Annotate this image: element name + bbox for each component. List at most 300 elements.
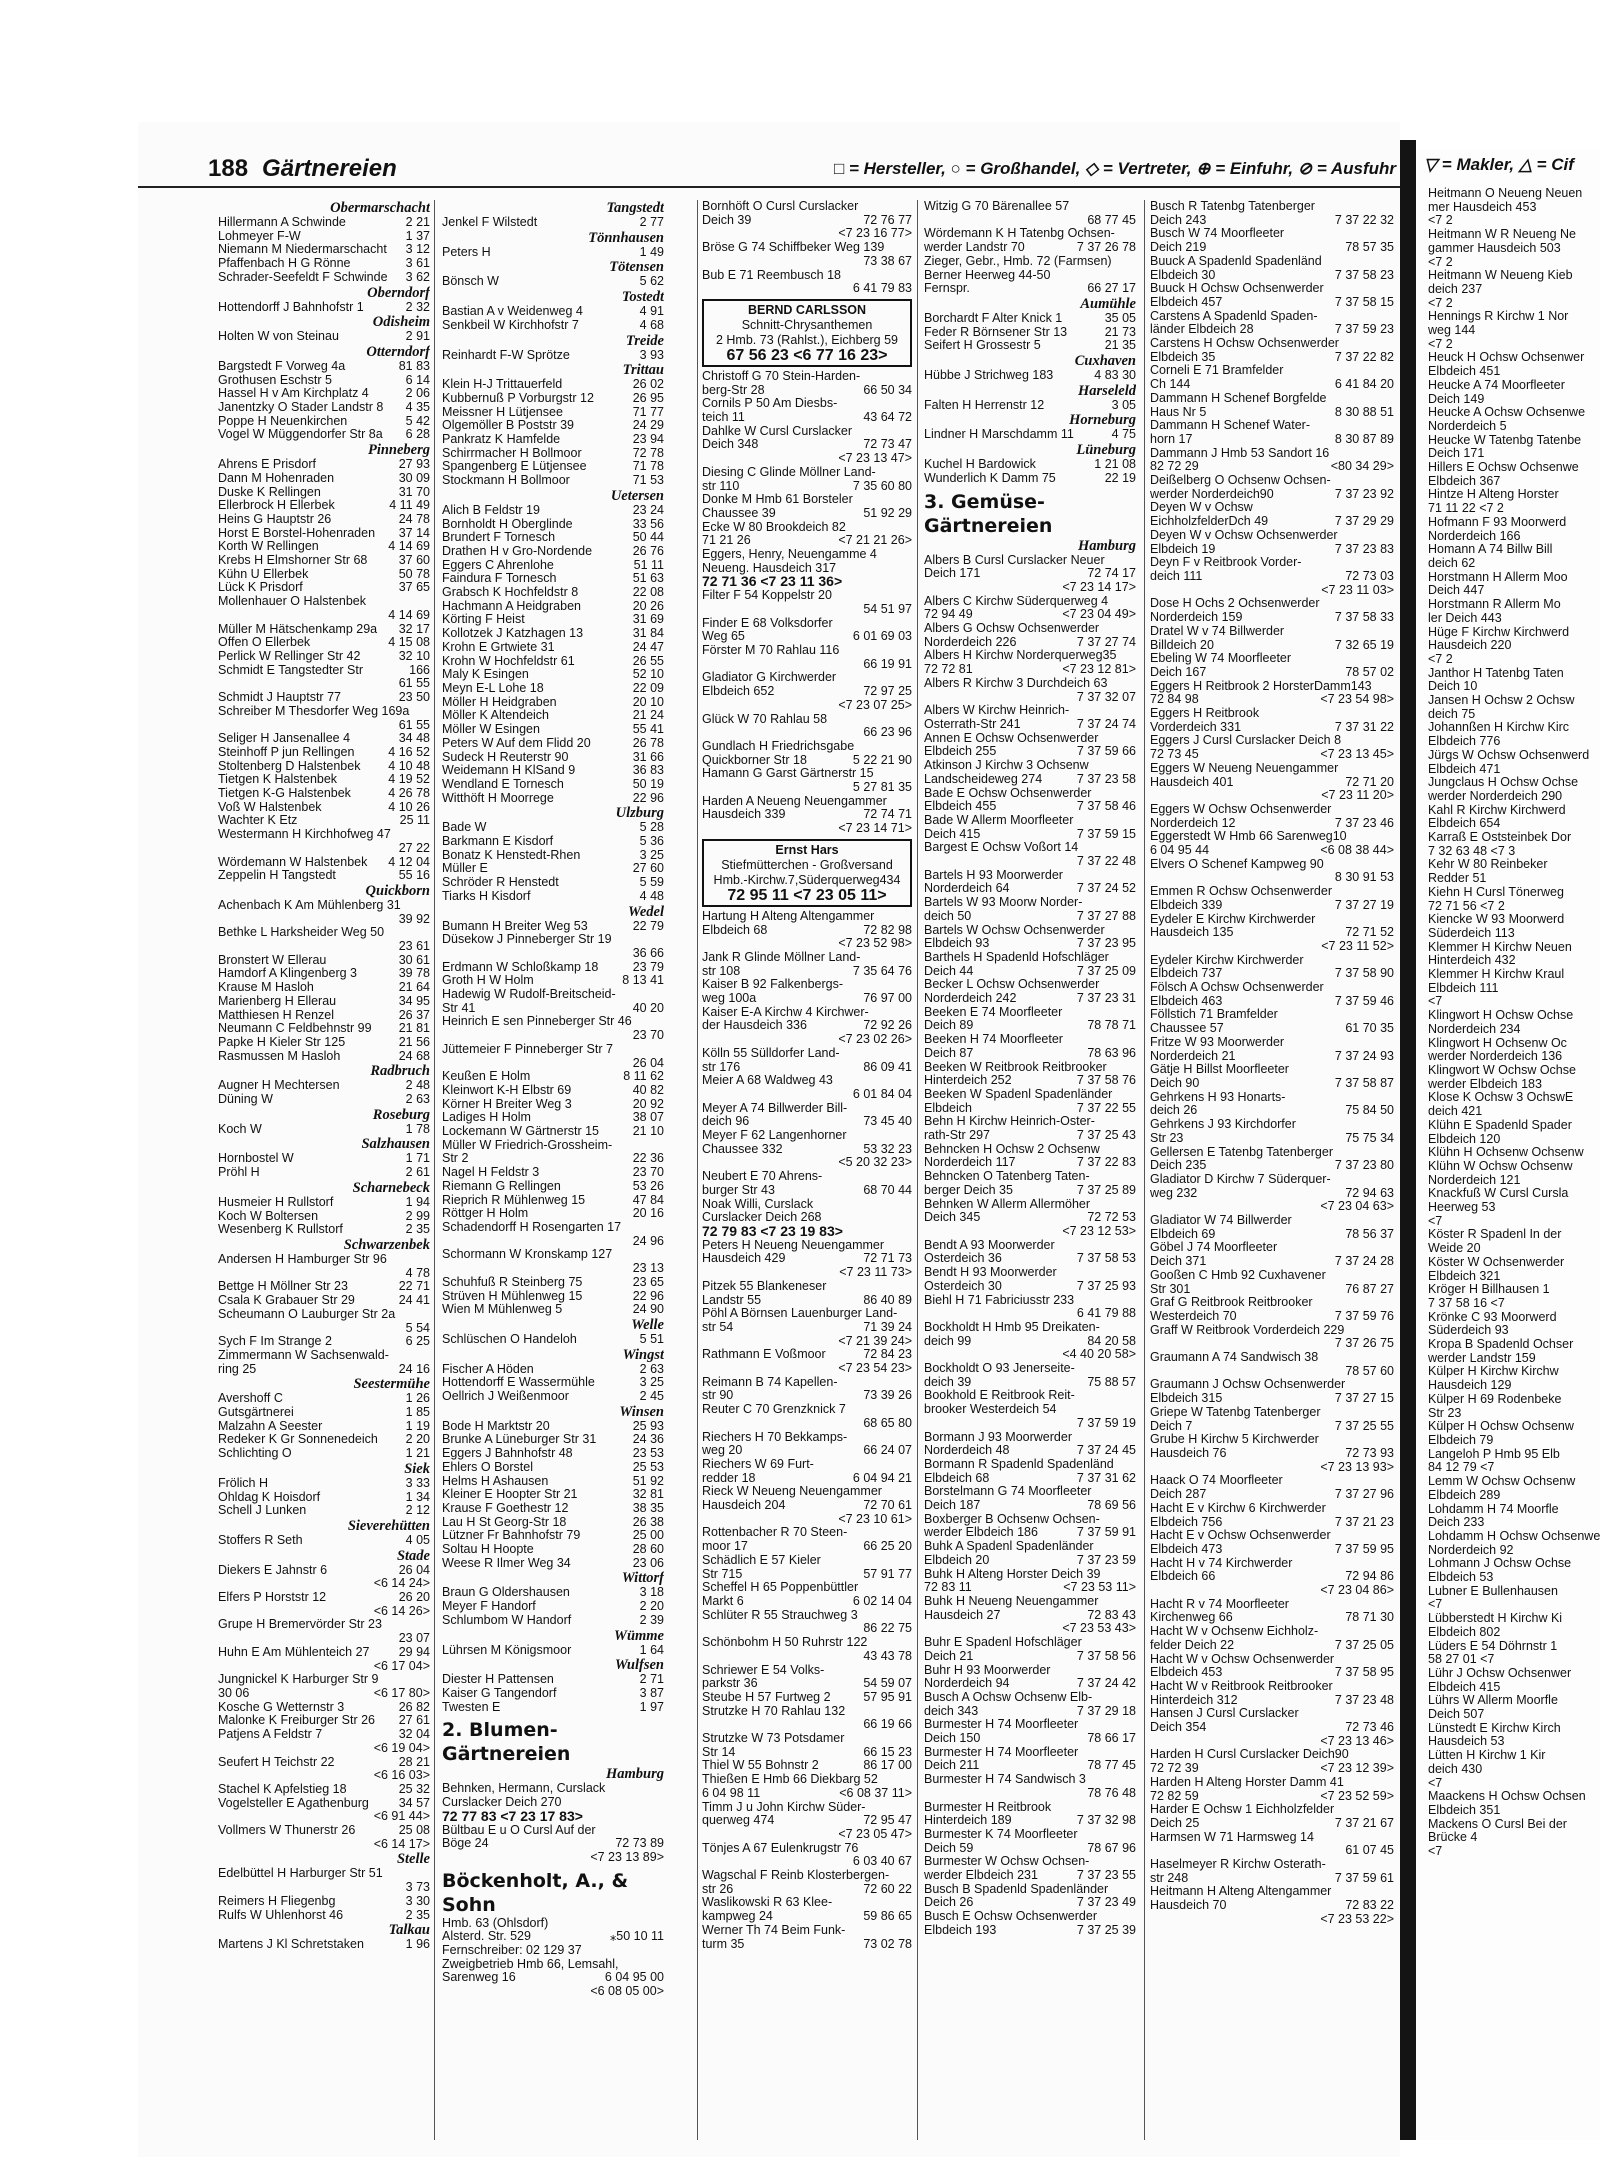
next-page-entry: Heuck H Ochsw Ochsenwer — [1428, 350, 1585, 365]
entry-phone: 4 14 69 — [388, 540, 430, 554]
directory-entry — [1150, 433, 1394, 447]
directory-entry — [702, 795, 912, 809]
entry-name: Behnken, Hermann, Curslack — [442, 1782, 606, 1796]
directory-entry — [218, 1079, 430, 1093]
directory-entry — [924, 1321, 1136, 1335]
directory-entry — [218, 1267, 430, 1281]
directory-entry — [218, 540, 430, 554]
entry-name: Dratel W v 74 Billwerder — [1150, 624, 1285, 638]
directory-entry — [218, 1308, 430, 1322]
entry-phone: 31 66 — [632, 750, 664, 764]
entry-phone: 21 24 — [632, 709, 664, 723]
entry-phone: 1 96 — [405, 1938, 430, 1952]
directory-entry — [442, 518, 664, 532]
entry-phone: 2 32 — [405, 300, 430, 314]
entry-name: Krohn W Hochfeldstr 61 — [442, 654, 575, 668]
entry-phone: <7 23 05 47> — [838, 1827, 912, 1841]
entry-phone: <7 23 53 43> — [1062, 1622, 1136, 1636]
directory-entry — [442, 668, 664, 682]
column-divider — [697, 200, 698, 2140]
entry-phone: 7 37 29 18 — [1076, 1704, 1136, 1718]
directory-entry — [218, 271, 430, 285]
entry-phone: 26 04 — [632, 1056, 664, 1070]
entry-name: Waslikowski R 63 Klee- — [702, 1896, 833, 1910]
entry-name: Behncken O Tatenberg Taten- — [924, 1170, 1090, 1184]
directory-entry — [702, 1472, 912, 1486]
next-page-entry: Hintze H Alteng Horster — [1428, 487, 1559, 502]
entry-name: Pöhl A Börnsen Lauenburger Land- — [702, 1307, 898, 1321]
place-heading: Seestermühe — [353, 1376, 430, 1393]
directory-entry — [1150, 734, 1394, 748]
place-heading: Lüneburg — [1076, 442, 1136, 459]
directory-entry — [218, 374, 430, 388]
directory-entry — [442, 1029, 664, 1043]
entry-name: Perlick W Rellinger Str 42 — [218, 649, 361, 663]
next-page-entry: Elbdeich 79 — [1428, 1432, 1494, 1447]
entry-phone: <6 19 04> — [373, 1741, 430, 1755]
entry-phone: 2 20 — [405, 1433, 430, 1447]
directory-entry — [924, 882, 1136, 896]
directory-entry — [702, 767, 912, 781]
entry-name: Meier A 68 Waldweg 43 — [702, 1074, 833, 1088]
entry-phone: 7 37 58 95 — [1334, 1666, 1394, 1680]
directory-entry — [924, 677, 1136, 691]
entry-name: Bockholdt H Hmb 95 Dreikaten- — [924, 1320, 1100, 1334]
next-page-entry: Jansen H Ochsw 2 Ochsw — [1428, 693, 1575, 708]
entry-name: Mollenhauer O Halstenbek — [218, 595, 366, 609]
next-page-entry: Elbdeich 53 — [1428, 1570, 1494, 1585]
entry-phone: 4 48 — [639, 889, 664, 903]
entry-phone: 1 21 — [405, 1447, 430, 1461]
entry-phone: 4 14 69 — [388, 608, 430, 622]
entry-name: Harmsen W 71 Harmsweg 14 — [1150, 1830, 1314, 1844]
entry-phone: 33 56 — [632, 517, 664, 531]
entry-phone: <7 23 54 98> — [1320, 693, 1394, 707]
entry-phone: 54 51 97 — [863, 602, 912, 616]
entry-phone: 28 21 — [398, 1755, 430, 1769]
entry-phone: 51 92 29 — [863, 506, 912, 520]
entry-name: Krebs H Elmshorner Str 68 — [218, 554, 368, 568]
entry-phone: 5 51 — [639, 1332, 664, 1346]
directory-entry — [1150, 789, 1394, 803]
directory-entry — [1150, 844, 1394, 858]
entry-name: Hausdeich 204 — [702, 1499, 786, 1513]
directory-entry — [1150, 1241, 1394, 1255]
entry-phone: 7 37 25 05 — [1334, 1638, 1394, 1652]
entry-phone: 166 — [409, 663, 430, 677]
entry-name: Beeken W Reitbrook Reitbrooker — [924, 1060, 1107, 1074]
entry-name: Bumann H Breiter Weg 53 — [442, 919, 588, 933]
directory-entry — [1150, 1611, 1394, 1625]
entry-name: str 176 — [702, 1060, 741, 1074]
place-heading: Talkau — [388, 1922, 430, 1939]
directory-entry — [924, 1650, 1136, 1664]
entry-name: Tiarks H Kisdorf — [442, 889, 531, 903]
entry-name: Annen E Ochsw Ochsenwerder — [924, 731, 1099, 745]
directory-entry — [442, 392, 664, 406]
place-heading: Wingst — [622, 1346, 664, 1363]
entry-name: Eggers J Cursl Curslacker Deich 8 — [1150, 734, 1342, 748]
directory-entry — [1150, 1666, 1394, 1680]
entry-name: Elbdeich 69 — [1150, 1227, 1216, 1241]
entry-name: Schuhfuß R Steinberg 75 — [442, 1275, 583, 1289]
bold-phone-line: 72 79 83 <7 23 19 83> — [702, 1223, 843, 1239]
entry-name — [218, 1838, 371, 1852]
entry-name: Marienberg H Ellerau — [218, 994, 337, 1008]
next-page-entry: Norderdeich 121 — [1428, 1172, 1521, 1187]
directory-entry — [442, 1944, 664, 1958]
entry-phone: 22 09 — [632, 681, 664, 695]
directory-entry — [924, 1129, 1136, 1143]
directory-entry — [702, 685, 912, 699]
directory-entry — [218, 595, 430, 609]
directory-entry — [1150, 1858, 1394, 1872]
directory-entry — [442, 1851, 664, 1865]
entry-phone: 3 33 — [405, 1476, 430, 1490]
directory-entry — [442, 821, 664, 835]
entry-name — [924, 1225, 1059, 1239]
entry-name: Neumann C Feldbehnstr 99 — [218, 1022, 372, 1036]
entry-name: Deich 171 — [924, 567, 981, 581]
entry-name: Brunke A Lüneburger Str 31 — [442, 1433, 597, 1447]
entry-phone: <7 23 52 59> — [1320, 1789, 1394, 1803]
next-page-entry: Elbdeich 654 — [1428, 816, 1501, 831]
entry-name: Neubert E 70 Ahrens- — [702, 1170, 823, 1184]
directory-entry — [442, 433, 664, 447]
entry-phone: 8 13 41 — [622, 974, 664, 988]
entry-name: Rasmussen M Hasloh — [218, 1049, 341, 1063]
directory-entry — [702, 1170, 912, 1184]
directory-entry — [924, 1389, 1136, 1403]
directory-entry — [1150, 1872, 1394, 1886]
directory-entry — [218, 1881, 430, 1895]
directory-entry — [442, 1194, 664, 1208]
directory-entry — [702, 603, 912, 617]
directory-entry — [218, 568, 430, 582]
entry-phone: 27 60 — [632, 862, 664, 876]
entry-phone: 4 68 — [639, 318, 664, 332]
entry-name: Martens J Kl Schretstaken — [218, 1938, 364, 1952]
directory-entry — [702, 1581, 912, 1595]
next-page-entry: Heitmann W R Neueng Ne — [1428, 227, 1576, 242]
entry-phone: 75 84 50 — [1345, 1104, 1394, 1118]
symbol-legend: □ = Hersteller, ○ = Großhandel, ◇ = Vertreter, ⊕ = Einfuhr, ⊘ = Ausfuhr — [833, 159, 1396, 178]
entry-phone: <7 23 16 77> — [838, 227, 912, 241]
directory-entry — [442, 406, 664, 420]
directory-entry — [1150, 1461, 1394, 1475]
directory-entry — [218, 1742, 430, 1756]
directory-entry — [218, 899, 430, 913]
entry-name: Norderdeich 94 — [924, 1677, 1010, 1691]
entry-name: Röttger H Holm — [442, 1207, 529, 1221]
directory-entry — [218, 1093, 430, 1107]
entry-name: Keußen E Holm — [442, 1070, 531, 1084]
entry-phone: 72 94 86 — [1345, 1570, 1394, 1584]
entry-name: Deich 354 — [1150, 1721, 1207, 1735]
entry-name: Elbdeich 737 — [1150, 967, 1223, 981]
entry-phone: 78 76 48 — [1087, 1786, 1136, 1800]
directory-entry — [1150, 1365, 1394, 1379]
directory-entry — [702, 507, 912, 521]
entry-name: Graf G Reitbrook Reitbrooker — [1150, 1296, 1313, 1310]
entry-phone: 7 37 27 15 — [1334, 1392, 1394, 1406]
next-page-entry: Norderdeich 166 — [1428, 528, 1521, 543]
next-page-entry: ler Deich 443 — [1428, 610, 1502, 625]
entry-name — [218, 1742, 371, 1756]
next-page-entry: Elbdeich 367 — [1428, 473, 1501, 488]
directory-entry — [924, 937, 1136, 951]
entry-name: Harden A Neueng Neuengammer — [702, 794, 887, 808]
directory-entry — [1150, 1200, 1394, 1214]
directory-entry — [442, 751, 664, 765]
entry-name: Barthels H Spadenld Hofschläger — [924, 950, 1109, 964]
directory-entry — [1150, 1159, 1394, 1173]
directory-entry — [442, 586, 664, 600]
directory-entry — [924, 622, 1136, 636]
entry-name: 6 04 95 44 — [1150, 844, 1210, 858]
directory-entry — [442, 1098, 664, 1112]
entry-phone: <7 23 11 52> — [1321, 939, 1394, 953]
entry-name: Schädlich E 57 Kieler — [702, 1553, 821, 1567]
next-page-entry: Heucke W Tatenbg Tatenbe — [1428, 432, 1582, 447]
entry-name: Lück K Prisdorf — [218, 581, 303, 595]
entry-name: Hübbe J Strichweg 183 — [924, 369, 1054, 383]
entry-name: Hausdeich 76 — [1150, 1446, 1227, 1460]
directory-entry — [442, 545, 664, 559]
next-page-entry: werder Norderdeich 290 — [1428, 788, 1563, 803]
entry-name: Deich 21 — [924, 1649, 974, 1663]
entry-phone: 7 37 23 49 — [1076, 1896, 1136, 1910]
entry-name — [1150, 871, 1332, 885]
directory-entry — [218, 1564, 430, 1578]
entry-phone: 5 62 — [639, 275, 664, 289]
directory-entry — [1150, 1022, 1394, 1036]
entry-name: Deich 89 — [924, 1019, 974, 1033]
next-page-entry: Lohdamm H Ochsw Ochsenwe — [1428, 1528, 1600, 1543]
entry-phone: 6 14 — [405, 373, 430, 387]
directory-entry — [702, 1924, 912, 1938]
entry-name: Buhr E Spadenl Hofschläger — [924, 1636, 1082, 1650]
directory-entry — [924, 1581, 1136, 1595]
entry-name — [1150, 1337, 1332, 1351]
place-heading: Tostedt — [621, 289, 664, 306]
entry-phone: 1 19 — [405, 1419, 430, 1433]
directory-entry — [218, 1166, 430, 1180]
directory-entry — [442, 961, 664, 975]
directory-entry — [218, 257, 430, 271]
entry-name: Biehl H 71 Fabriciusstr 233 — [924, 1293, 1075, 1307]
directory-entry — [702, 1526, 912, 1540]
entry-name: Witzig G 70 Bärenallee 57 — [924, 200, 1070, 213]
entry-name: Wunderlich K Damm 75 — [924, 471, 1056, 485]
directory-entry — [924, 1814, 1136, 1828]
place-heading: Cuxhaven — [1074, 353, 1136, 370]
entry-phone: 50 78 — [398, 567, 430, 581]
entry-name: str 54 — [702, 1320, 734, 1334]
entry-name: parkstr 36 — [702, 1677, 758, 1691]
entry-phone: 7 37 23 59 — [1076, 1553, 1136, 1567]
directory-entry — [924, 1787, 1136, 1801]
entry-name: 72 73 45 — [1150, 748, 1199, 762]
directory-entry — [218, 1938, 430, 1952]
entry-phone: 6 28 — [405, 428, 430, 442]
entry-name: Rieck W Neueng Neuengammer — [702, 1485, 882, 1499]
entry-name — [702, 822, 835, 836]
entry-phone: 52 10 — [632, 668, 664, 682]
entry-name — [702, 1362, 835, 1376]
entry-phone: 75 75 34 — [1345, 1131, 1394, 1145]
directory-entry — [1150, 584, 1394, 598]
entry-phone: 7 37 58 33 — [1334, 611, 1394, 625]
directory-entry — [924, 1499, 1136, 1513]
next-page-entry: Str 23 — [1428, 1405, 1462, 1420]
entry-name: Koch W Boltersen — [218, 1209, 319, 1223]
entry-name: Norderdeich 64 — [924, 882, 1010, 896]
entry-phone: 72 70 61 — [863, 1499, 912, 1513]
entry-phone: 86 40 89 — [863, 1293, 912, 1307]
directory-entry — [1150, 899, 1394, 913]
directory-entry — [924, 282, 1136, 296]
entry-name: Strutzke H 70 Rahlau 132 — [702, 1704, 846, 1718]
directory-entry — [702, 1102, 912, 1116]
entry-name: Eggers W Ochsw Ochsenwerder — [1150, 802, 1332, 816]
directory-entry — [442, 1673, 664, 1687]
entry-name: Fölsch A Ochsw Ochsenwerder — [1150, 981, 1324, 995]
directory-entry — [924, 1033, 1136, 1047]
directory-entry — [442, 1614, 664, 1628]
entry-name — [702, 1828, 835, 1842]
entry-phone: 78 77 45 — [1087, 1759, 1136, 1773]
directory-entry — [702, 1348, 912, 1362]
entry-name: Osterrath-Str 241 — [924, 717, 1021, 731]
directory-entry — [218, 954, 430, 968]
place-heading: Aumühle — [1080, 295, 1136, 312]
directory-entry — [702, 241, 912, 255]
next-page-entry: gammer Hausdeich 503 — [1428, 240, 1561, 255]
directory-entry — [924, 992, 1136, 1006]
directory-entry — [702, 644, 912, 658]
entry-phone: 25 53 — [632, 1460, 664, 1474]
entry-phone: 4 10 26 — [388, 800, 430, 814]
entry-name: berger Deich 35 — [924, 1183, 1013, 1197]
entry-phone: 6 41 79 83 — [852, 282, 912, 296]
entry-name — [442, 1985, 587, 1999]
directory-entry — [924, 1485, 1136, 1499]
bold-phone-line: 72 77 83 <7 23 17 83> — [442, 1807, 583, 1824]
entry-name: Fernspr. — [924, 282, 970, 296]
entry-name: Berner Heerweg 44-50 — [924, 268, 1051, 282]
entry-name — [1150, 1735, 1317, 1749]
entry-name: Cornils P 50 Am Diesbs- — [702, 397, 838, 411]
place-heading: Tötensen — [609, 259, 664, 276]
directory-entry — [702, 1705, 912, 1719]
directory-entry — [924, 1855, 1136, 1869]
entry-name: Dahlke W Cursl Curslacker — [702, 424, 853, 438]
entry-name: Elbdeich 473 — [1150, 1542, 1223, 1556]
entry-name: Kirchenweg 66 — [1150, 1611, 1233, 1625]
entry-phone: 25 32 — [398, 1782, 430, 1796]
directory-entry — [702, 1554, 912, 1568]
entry-name: Reimann B 74 Kapellen- — [702, 1375, 838, 1389]
directory-entry — [218, 1363, 430, 1377]
entry-name: Förster M 70 Rahlau 116 — [702, 643, 840, 657]
entry-name: Kuchel H Bardowick — [924, 458, 1036, 472]
next-page-entry: Hausdeich 220 — [1428, 638, 1512, 653]
directory-entry — [1150, 1310, 1394, 1324]
directory-entry — [702, 1376, 912, 1390]
entry-name: länder Elbdeich 28 — [1150, 323, 1254, 337]
directory-entry — [924, 581, 1136, 595]
entry-phone: 72 94 63 — [1345, 1186, 1394, 1200]
entry-name: Burmester H Reitbrook — [924, 1800, 1052, 1814]
entry-name — [218, 1881, 403, 1895]
entry-phone: <7 23 11 20> — [1321, 789, 1394, 803]
directory-entry — [924, 554, 1136, 568]
directory-entry — [702, 937, 912, 951]
entry-name: Haselmeyer R Kirchw Osterath- — [1150, 1858, 1326, 1872]
entry-name: Faindura F Tornesch — [442, 572, 557, 586]
directory-entry — [218, 1349, 430, 1363]
place-heading: Stade — [396, 1547, 430, 1564]
directory-entry — [442, 1276, 664, 1290]
directory-entry — [702, 1115, 912, 1129]
entry-name: Str 301 — [1150, 1282, 1191, 1296]
entry-phone: 22 96 — [632, 791, 664, 805]
directory-entry — [702, 822, 912, 836]
directory-entry — [924, 1732, 1136, 1746]
entry-name: Holten W von Steinau — [218, 330, 339, 344]
directory-entry — [702, 781, 912, 795]
column-divider — [1144, 200, 1145, 2140]
directory-entry — [924, 428, 1136, 442]
directory-entry — [442, 1139, 664, 1153]
directory-entry — [442, 613, 664, 627]
entry-phone: 3 61 — [405, 257, 430, 271]
entry-name: Eggers J Bahnhofstr 48 — [442, 1447, 573, 1461]
entry-name: Bültbau E u O Cursl Auf der — [442, 1823, 596, 1837]
entry-name: Wendland E Tornesch — [442, 777, 564, 791]
entry-name: Möller W Esingen — [442, 723, 540, 737]
entry-name — [218, 913, 396, 927]
directory-entry — [1150, 1653, 1394, 1667]
entry-phone: 72 92 26 — [863, 1019, 912, 1033]
directory-entry — [924, 1526, 1136, 1540]
directory-entry — [702, 1362, 912, 1376]
directory-entry — [924, 1664, 1136, 1678]
entry-name: Böge 24 — [442, 1837, 489, 1851]
entry-name: Elbdeich 93 — [924, 937, 990, 951]
entry-phone: 39 92 — [398, 912, 430, 926]
book-gutter — [1400, 140, 1416, 2140]
entry-name: Bade W Allerm Moorfleeter — [924, 813, 1074, 827]
entry-name: Deich 87 — [924, 1046, 974, 1060]
entry-phone: 72 82 98 — [863, 923, 912, 937]
entry-phone: 43 64 72 — [863, 411, 912, 425]
entry-phone: 22 79 — [632, 919, 664, 933]
entry-name: Bartels H 93 Moorwerder — [924, 868, 1063, 882]
next-page-entry: weg 144 — [1428, 323, 1476, 338]
directory-entry — [1150, 1447, 1394, 1461]
entry-phone: 3 05 — [1111, 398, 1136, 412]
entry-phone: 84 20 58 — [1087, 1334, 1136, 1348]
entry-name: Lützner Fr Bahnhofstr 79 — [442, 1529, 581, 1543]
directory-entry — [702, 370, 912, 384]
next-page-entry: Süderdeich 93 — [1428, 1323, 1509, 1338]
directory-entry — [218, 1223, 430, 1237]
directory-entry — [924, 1540, 1136, 1554]
entry-phone: 1 34 — [405, 1490, 430, 1504]
entry-phone: <6 14 24> — [373, 1577, 430, 1591]
